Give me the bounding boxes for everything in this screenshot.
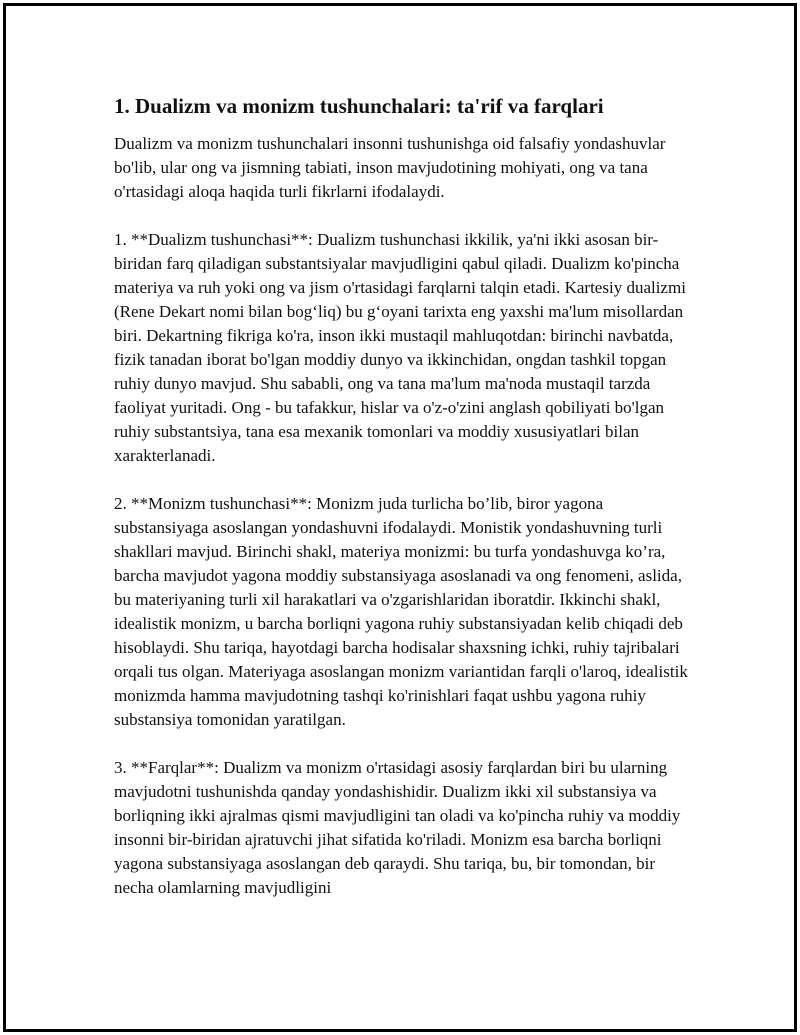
dualism-paragraph: 1. **Dualizm tushunchasi**: Dualizm tushunchasi ikkilik, ya'ni ikki asosan bir-biridan farq qiladigan substantsiyalar mavjudligini qabul qiladi. Dualizm ko'pincha materiya va ruh yoki ong va jism o'rtasidagi farqlarni talqin etadi. Kartesiy dualizmi (Rene Dekart nomi bilan bog‘liq) bu g‘oyani tarixta eng yaxshi ma'lum misollardan biri. Dekartning fikriga ko'ra, inson ikki mustaqil mahluqotdan: birinchi navbatda, fizik tanadan iborat bo'lgan moddiy dunyo va ikkinchidan, ongdan tashkil topgan ruhiy dunyo mavjud. Shu sababli, ong va tana ma'lum ma'noda mustaqil tarzda faoliyat yuritadi. Ong - bu tafakkur, hislar va o'z-o'zini anglash qobiliyati bo'lgan ruhiy substantsiya, tana esa mexanik tomonlari va moddiy xususiyatlari bilan xarakterlanadi.	[114, 230, 686, 465]
document-body	[114, 92, 689, 924]
differences-paragraph: 3. **Farqlar**: Dualizm va monizm o'rtasidagi asosiy farqlardan biri bu ularning mavjudotni tushunishda qanday yondashishidir. Dualizm ikki xil substansiya va borliqning ikki ajralmas qismi mavjudligini tan oladi va ko'pincha ruhiy va moddiy insonni bir-biridan ajratuvchi jihat sifatida ko'riladi. Monizm esa barcha borliqni yagona substansiyaga asoslangan deb qaraydi. Shu tariqa, bu, bir tomondan, bir necha olamlarning mavjudligini	[114, 758, 681, 897]
intro-paragraph: Dualizm va monizm tushunchalari insonni tushunishga oid falsafiy yondashuvlar bo'lib, ular ong va jismning tabiati, inson mavjudotining mohiyati, ong va tana o'rtasidagi aloqa haqida turli fikrlarni ifodalaydi.	[114, 134, 666, 201]
monism-paragraph: 2. **Monizm tushunchasi**: Monizm juda turlicha bo’lib, biror yagona substansiyaga asoslangan yondashuvni ifodalaydi. Monistik yondashuvning turli shakllari mavjud. Birinchi shakl, materiya monizmi: bu turfa yondashuvga ko’ra, barcha mavjudot yagona moddiy substansiyaga asoslanadi va ong fenomeni, aslida, bu materiyaning turli xil harakatlari va o'zgarishlaridan iboratdir. Ikkinchi shakl, idealistik monizm, u barcha borliqni yagona ruhiy substansiyadan kelib chiqadi deb hisoblaydi. Shu tariqa, hayotdagi barcha hodisalar shaxsning ichki, ruhiy tajribalari orqali tus olgan. Materiyaga asoslangan monizm variantidan farqli o'laroq, idealistik monizmda hamma mavjudotning tashqi ko'rinishlari faqat ushbu yagona ruhiy substansiya tomonidan yaratilgan.	[114, 494, 688, 729]
document-title: 1. Dualizm va monizm tushunchalari: ta'rif va farqlari	[114, 94, 604, 118]
